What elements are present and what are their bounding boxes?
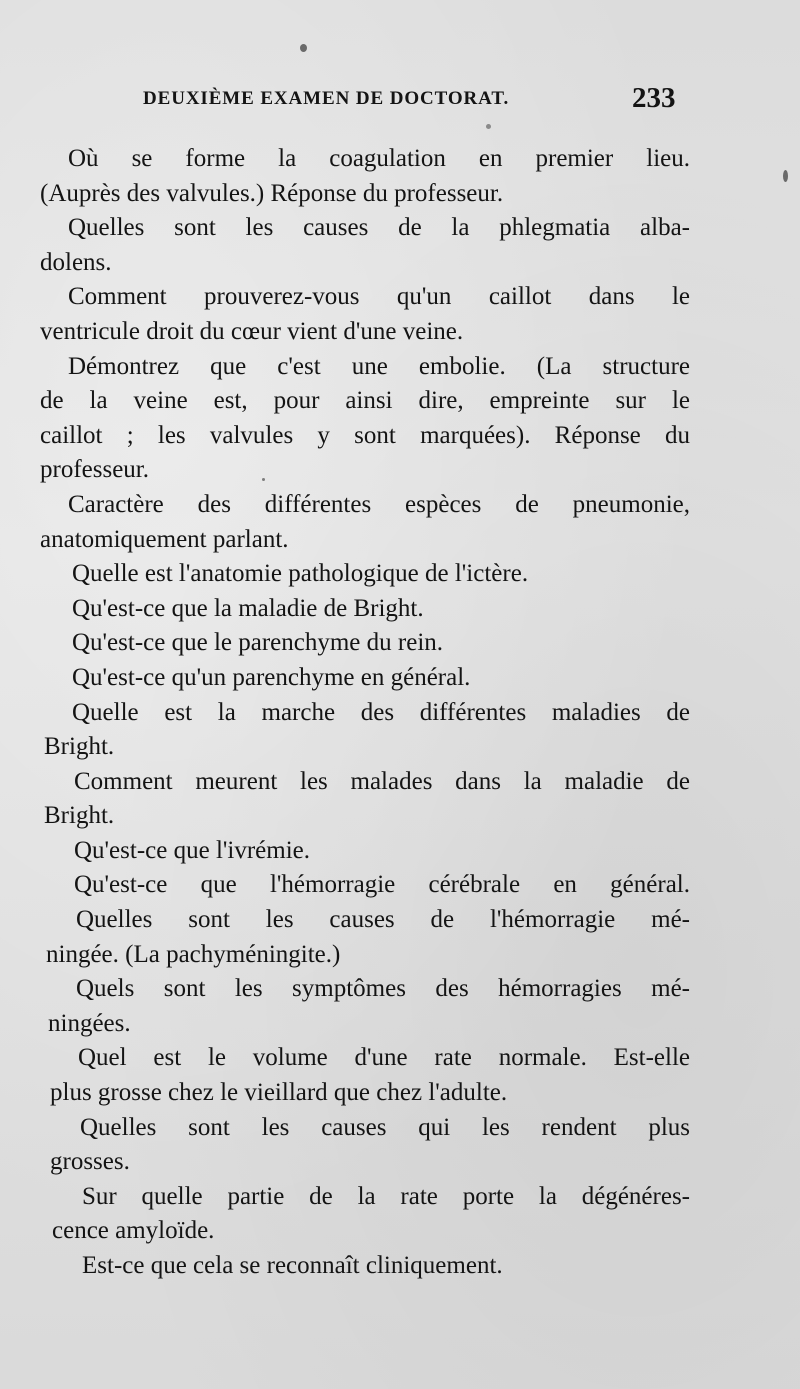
text-line: Qu'est-ce que la maladie de Bright. (72, 594, 424, 622)
text-line: Qu'est-ce que l'hémorragie cérébrale en général. (74, 871, 690, 899)
text-line: Quels sont les symptômes des hémorragies mé- (76, 975, 690, 1003)
text-line: plus grosse chez le vieillard que chez l'adulte. (50, 1079, 508, 1107)
text-line: ningée. (La pachyméningite.) (46, 940, 341, 968)
text-line: ningées. (48, 1009, 131, 1037)
text-line: Quelle est l'anatomie pathologique de l'ictère. (72, 560, 529, 588)
text-line: Qu'est-ce que le parenchyme du rein. (72, 629, 444, 657)
running-head: DEUXIÈME EXAMEN DE DOCTORAT. (143, 88, 510, 109)
text-line: Quelles sont les causes de la phlegmatia alba- (68, 214, 690, 242)
body-text (40, 142, 690, 1284)
text-line: Qu'est-ce qu'un parenchyme en général. (72, 663, 471, 691)
text-line: Bright. (44, 802, 115, 830)
ink-speck (300, 44, 307, 52)
text-line: cence amyloïde. (52, 1217, 215, 1245)
text-line: Quelle est la marche des différentes maladies de (72, 698, 690, 726)
ink-speck (486, 124, 491, 129)
text-line: de la veine est, pour ainsi dire, empreinte sur le (40, 387, 690, 415)
page-header (0, 84, 800, 124)
text-line: Bright. (44, 733, 115, 761)
text-line: Sur quelle partie de la rate porte la dégénéres- (82, 1182, 690, 1210)
text-line: Est-ce que cela se reconnaît cliniquement. (82, 1252, 503, 1279)
ink-speck (783, 170, 788, 182)
text-line: (Auprès des valvules.) Réponse du professeur. (40, 179, 504, 207)
text-line: Quelles sont les causes de l'hémorragie mé- (76, 906, 690, 934)
text-line: Démontrez que c'est une embolie. (La structure (68, 352, 690, 380)
text-line: Comment prouverez-vous qu'un caillot dans le (68, 283, 690, 311)
text-line: professeur. (40, 456, 149, 484)
text-line: ventricule droit du cœur vient d'une veine. (40, 317, 464, 345)
page-number: 233 (632, 82, 676, 114)
text-line: Quelles sont les causes qui les rendent plus (80, 1113, 690, 1141)
text-line: Comment meurent les malades dans la maladie de (74, 767, 690, 795)
text-line: caillot ; les valvules y sont marquées). Réponse du (40, 421, 690, 449)
text-line: Qu'est-ce que l'ivrémie. (74, 836, 310, 864)
text-line: dolens. (40, 248, 112, 276)
text-line: Quel est le volume d'une rate normale. Est-elle (78, 1044, 690, 1072)
text-line: Où se forme la coagulation en premier lieu. (68, 145, 690, 172)
text-line: anatomiquement parlant. (40, 525, 289, 553)
text-line: grosses. (50, 1148, 130, 1176)
text-line: Caractère des différentes espèces de pneumonie, (68, 490, 690, 518)
